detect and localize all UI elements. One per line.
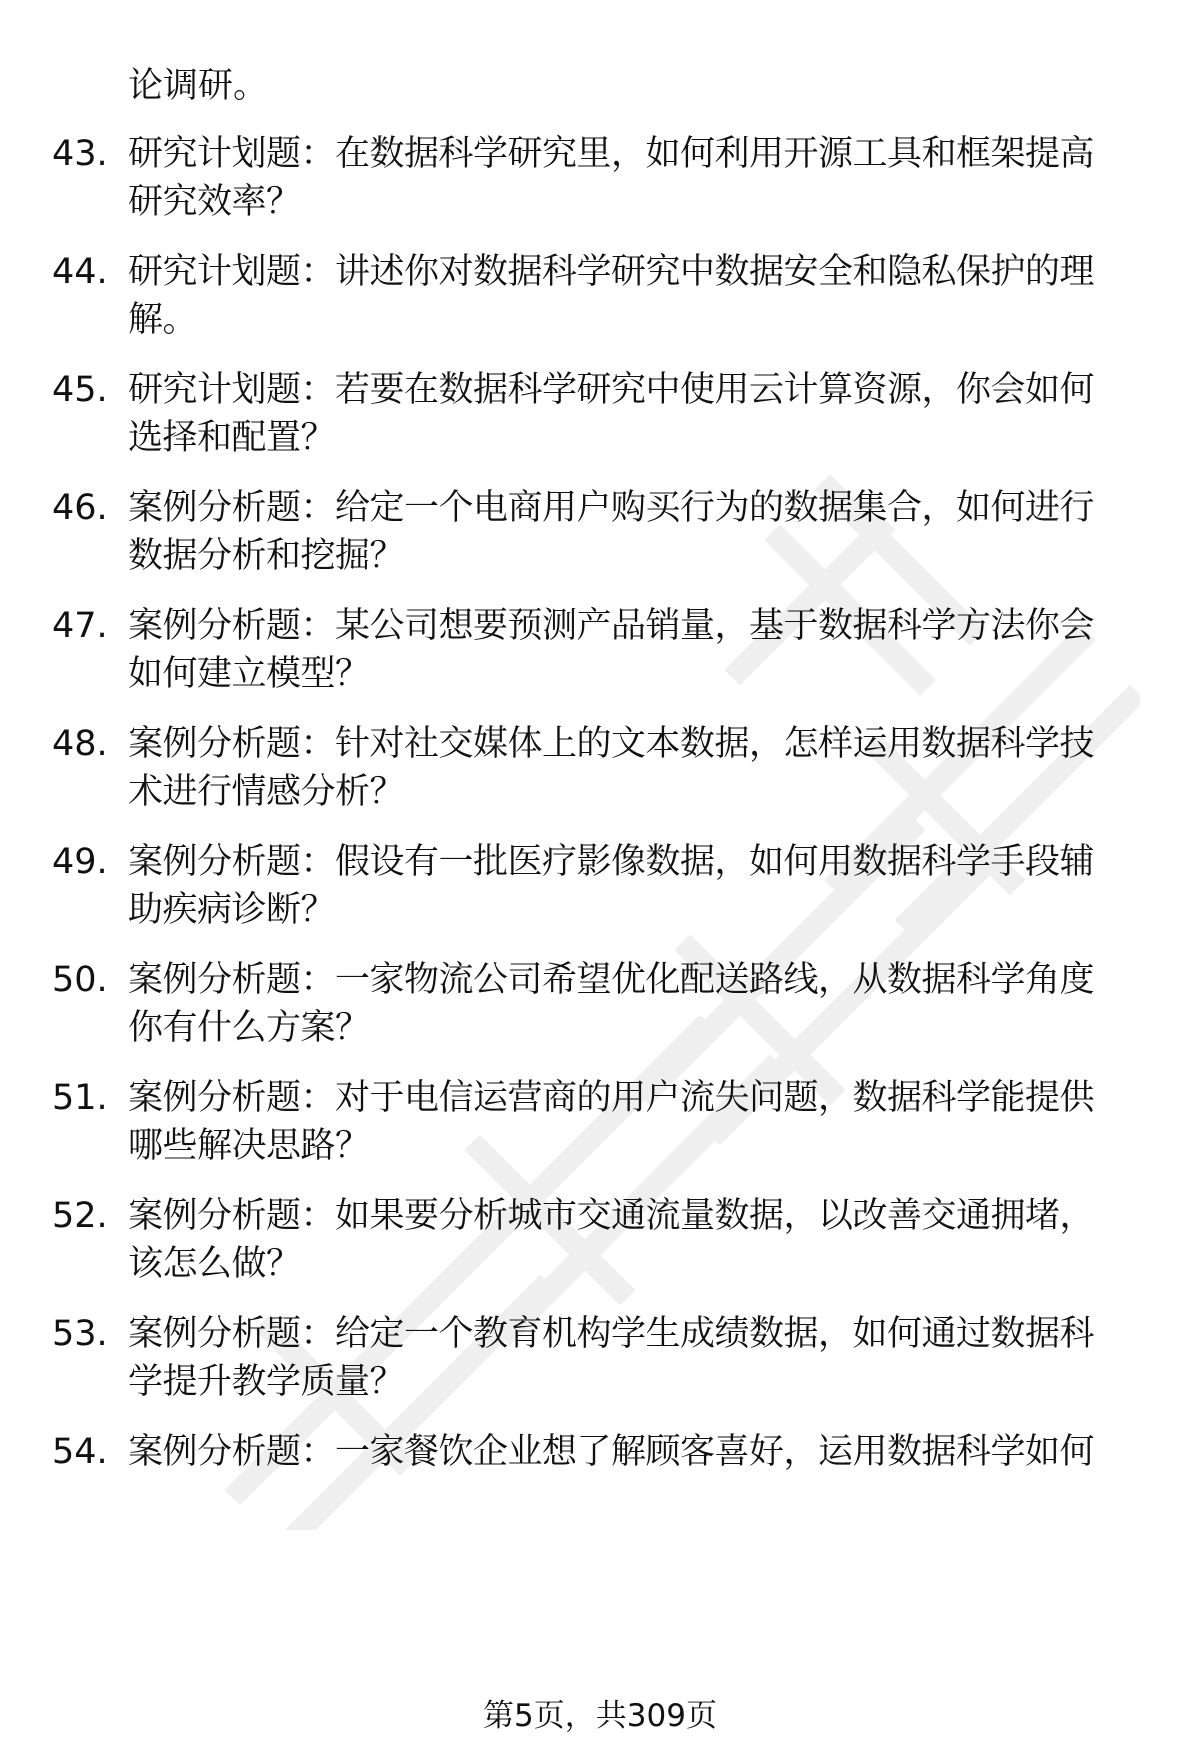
- question-number: 52.: [52, 1196, 108, 1236]
- question-number: 43.: [52, 134, 108, 174]
- question-text-line: 案例分析题：假设有一批医疗影像数据，如何用数据科学手段辅: [128, 842, 1095, 882]
- question-text: [128, 1074, 1138, 1170]
- question-text-line: 案例分析题：对于电信运营商的用户流失问题，数据科学能提供: [128, 1078, 1095, 1118]
- question-text-line: 案例分析题：针对社交媒体上的文本数据，怎样运用数据科学技: [128, 724, 1095, 764]
- continuation-text: 论调研。: [128, 66, 269, 106]
- question-text-line: 案例分析题：给定一个教育机构学生成绩数据，如何通过数据科: [128, 1314, 1095, 1354]
- question-text: [128, 248, 1138, 344]
- question-text: [128, 1192, 1138, 1288]
- question-text-line: 研究计划题：若要在数据科学研究中使用云计算资源，你会如何: [128, 370, 1095, 410]
- question-text-line: 数据分析和挖掘？: [128, 536, 405, 576]
- question-number: 48.: [52, 724, 108, 764]
- page-footer: 第5页，共309页: [483, 1698, 717, 1734]
- question-text: [128, 720, 1138, 816]
- question-text-line: 案例分析题：一家餐饮企业想了解顾客喜好，运用数据科学如何: [128, 1432, 1095, 1472]
- question-text-line: 如何建立模型？: [128, 654, 370, 694]
- question-number: 50.: [52, 960, 108, 1000]
- question-number: 54.: [52, 1432, 108, 1472]
- question-text-line: 该怎么做？: [128, 1244, 301, 1284]
- question-text-line: 选择和配置？: [128, 418, 336, 458]
- question-text: [128, 1428, 1138, 1476]
- question-number: 46.: [52, 488, 108, 528]
- question-text-line: 哪些解决思路？: [128, 1126, 370, 1166]
- question-number: 45.: [52, 370, 108, 410]
- question-text-line: 案例分析题：某公司想要预测产品销量，基于数据科学方法你会: [128, 606, 1095, 646]
- question-text: [128, 130, 1138, 226]
- question-text: [128, 1310, 1138, 1406]
- question-number: 49.: [52, 842, 108, 882]
- question-number: 51.: [52, 1078, 108, 1118]
- question-text-line: 学提升教学质量？: [128, 1362, 405, 1402]
- question-text-line: 案例分析题：一家物流公司希望优化配送路线，从数据科学角度: [128, 960, 1095, 1000]
- question-number: 44.: [52, 252, 108, 292]
- question-text-line: 研究效率？: [128, 182, 301, 222]
- question-text: [128, 366, 1138, 462]
- question-number: 47.: [52, 606, 108, 646]
- question-text: [128, 602, 1138, 698]
- question-text: [128, 838, 1138, 934]
- question-text: [128, 484, 1138, 580]
- question-text-line: 案例分析题：如果要分析城市交通流量数据，以改善交通拥堵，: [128, 1196, 1095, 1236]
- question-text-line: 解。: [128, 300, 198, 340]
- question-text-line: 你有什么方案？: [128, 1008, 370, 1048]
- question-number: 53.: [52, 1314, 108, 1354]
- question-text-line: 案例分析题：给定一个电商用户购买行为的数据集合，如何进行: [128, 488, 1095, 528]
- question-text-line: 研究计划题：在数据科学研究里，如何利用开源工具和框架提高: [128, 134, 1095, 174]
- question-text-line: 研究计划题：讲述你对数据科学研究中数据安全和隐私保护的理: [128, 252, 1095, 292]
- question-text-line: 术进行情感分析？: [128, 772, 405, 812]
- question-text-line: 助疾病诊断？: [128, 890, 336, 930]
- question-text: [128, 956, 1138, 1052]
